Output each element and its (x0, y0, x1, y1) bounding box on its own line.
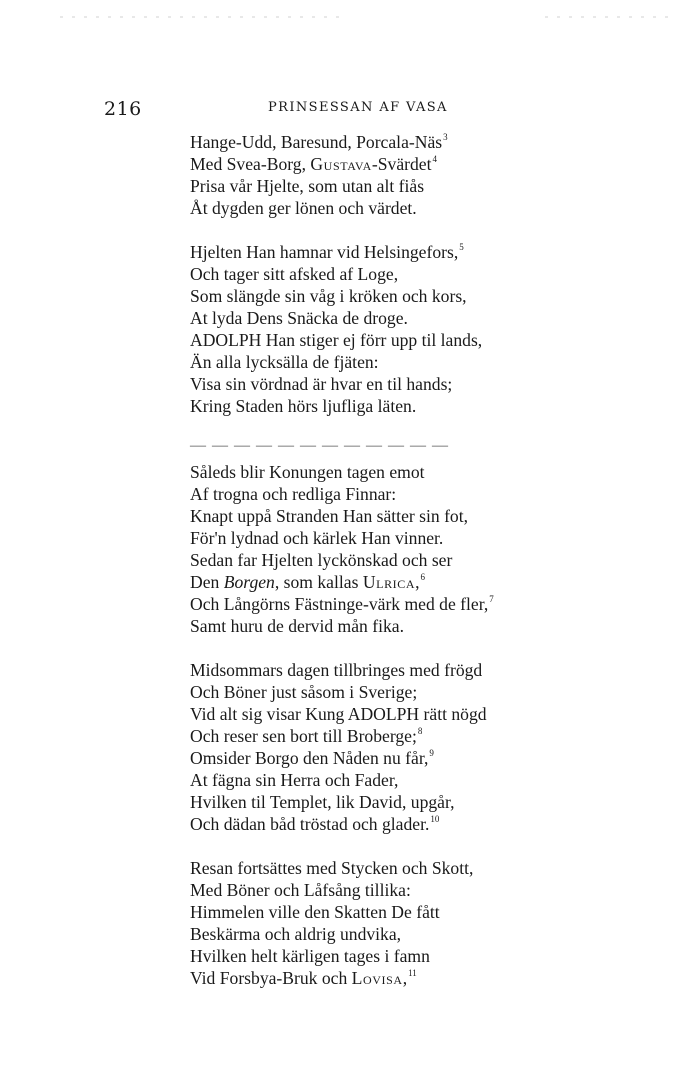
verse-text: Och reser sen bort till Broberge; (190, 726, 417, 746)
stanza-1 (190, 131, 494, 219)
verse-line (190, 791, 494, 813)
verse-italic-text: Borgen (223, 572, 275, 592)
verse-line (190, 923, 494, 945)
verse-text: Vid Forsbya-Bruk och (190, 968, 352, 988)
verse-line (190, 461, 494, 483)
verse-line (190, 703, 494, 725)
verse-text: Med Böner och Låfsång tillika: (190, 880, 411, 900)
verse-text: Den (190, 572, 224, 592)
verse-text: Prisa vår Hjelte, som utan alt fiås (190, 176, 425, 196)
verse-text: Sedan far Hjelten lyckönskad och ser (190, 550, 453, 570)
verse-text: , (415, 572, 420, 592)
verse-line (190, 351, 494, 373)
verse-text: Hvilken til Templet, lik David, upgår, (190, 792, 455, 812)
page-number: 216 (104, 98, 142, 120)
verse-line (190, 967, 494, 989)
poem-body (190, 131, 494, 989)
verse-text: ADOLPH Han stiger ej förr upp til lands, (190, 330, 483, 350)
verse-line (190, 483, 494, 505)
verse-line (190, 153, 494, 175)
verse-text: Resan fortsättes med Stycken och Skott, (190, 858, 474, 878)
verse-text: Midsommars dagen tillbringes med frögd (190, 660, 483, 680)
section-separator: — — — — — — — — — — — — (190, 437, 449, 454)
verse-text: Och Böner just såsom i Sverige; (190, 682, 418, 702)
verse-line (190, 241, 494, 263)
verse-line (190, 263, 494, 285)
running-title: PRINSESSAN AF VASA (268, 100, 448, 115)
verse-line (190, 945, 494, 967)
verse-line (190, 879, 494, 901)
verse-line (190, 901, 494, 923)
verse-line (190, 373, 494, 395)
verse-line (190, 857, 494, 879)
verse-text: At fägna sin Herra och Fader, (190, 770, 399, 790)
verse-text: Himmelen ville den Skatten De fått (190, 902, 440, 922)
verse-line (190, 307, 494, 329)
footnote-marker: 5 (459, 242, 464, 252)
verse-line (190, 131, 494, 153)
verse-text: Kring Staden hörs ljufliga läten. (190, 396, 417, 416)
verse-text: Med Svea-Borg, (190, 154, 311, 174)
stanza-5 (190, 857, 494, 989)
verse-line (190, 615, 494, 637)
verse-text: Samt huru de dervid mån fika. (190, 616, 405, 636)
verse-line (190, 659, 494, 681)
verse-text: Hange-Udd, Baresund, Porcala-Näs (190, 132, 443, 152)
verse-line (190, 549, 494, 571)
verse-text: Beskärma och aldrig undvika, (190, 924, 402, 944)
verse-text: För'n lydnad och kärlek Han vinner. (190, 528, 444, 548)
verse-text: -Svärdet (371, 154, 432, 174)
stanza-4 (190, 659, 494, 835)
verse-text: Såleds blir Konungen tagen emot (190, 462, 425, 482)
verse-text: Visa sin vördnad är hvar en til hands; (190, 374, 453, 394)
footnote-marker: 3 (443, 132, 448, 142)
footnote-marker: 4 (432, 154, 438, 164)
verse-text: Än alla lycksälla de fjäten: (190, 352, 379, 372)
verse-line (190, 571, 494, 593)
verse-text: , som kallas (274, 572, 363, 592)
footnote-marker: 7 (489, 594, 494, 604)
verse-text: Vid alt sig visar Kung ADOLPH rätt nögd (190, 704, 487, 724)
verse-text: Åt dygden ger lönen och värdet. (190, 198, 417, 218)
verse-text: Och dädan båd tröstad och glader. (190, 814, 430, 834)
verse-text: , (402, 968, 408, 988)
verse-line (190, 329, 494, 351)
footnote-marker: 10 (430, 814, 440, 824)
footnote-marker: 11 (408, 968, 417, 978)
verse-smallcaps-text: Gustava (310, 154, 372, 174)
verse-text: Af trogna och redliga Finnar: (190, 484, 397, 504)
verse-text: Och Långörns Fästninge-värk med de fler, (190, 594, 489, 614)
verse-line (190, 747, 494, 769)
verse-line (190, 395, 494, 417)
verse-text: Och tager sitt afsked af Loge, (190, 264, 399, 284)
footnote-marker: 8 (417, 726, 423, 736)
footnote-marker: 6 (420, 572, 426, 582)
verse-text: Knapt uppå Stranden Han sätter sin fot, (190, 506, 469, 526)
verse-line (190, 681, 494, 703)
verse-text: Som slängde sin våg i kröken och kors, (190, 286, 467, 306)
verse-line (190, 175, 494, 197)
verse-line (190, 593, 494, 615)
verse-text: Omsider Borgo den Nåden nu får, (190, 748, 429, 768)
footnote-marker: 9 (429, 748, 434, 758)
scan-artifact-left (60, 16, 340, 18)
verse-line (190, 505, 494, 527)
verse-text: At lyda Dens Snäcka de droge. (190, 308, 408, 328)
verse-smallcaps-text: Ulrica (362, 572, 416, 592)
verse-line (190, 197, 494, 219)
stanza-3 (190, 461, 494, 637)
verse-line (190, 813, 494, 835)
stanza-2 (190, 241, 494, 417)
verse-text: Hvilken helt kärligen tages i famn (190, 946, 430, 966)
verse-smallcaps-text: Lovisa (351, 968, 403, 988)
verse-line (190, 527, 494, 549)
scan-artifact-right (545, 16, 675, 18)
verse-text: Hjelten Han hamnar vid Helsingefors, (190, 242, 459, 262)
verse-line (190, 725, 494, 747)
verse-line (190, 769, 494, 791)
verse-line (190, 285, 494, 307)
